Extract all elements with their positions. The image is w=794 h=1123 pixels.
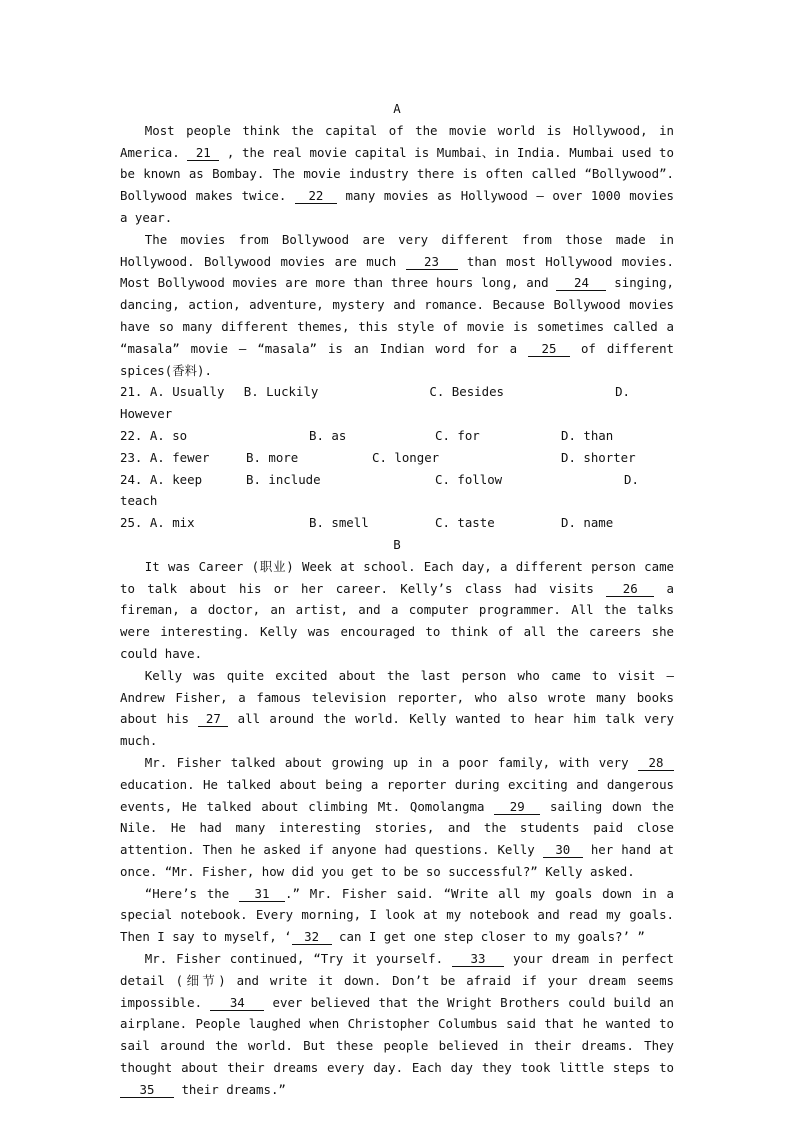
blank-29: 29 [494, 799, 540, 815]
option-25-d: D. name [561, 515, 614, 531]
blank-24: 24 [556, 275, 606, 291]
option-21-d-text: However [120, 406, 173, 422]
option-23-c: C. longer [372, 449, 440, 465]
cloze-document [120, 98, 674, 1101]
blank-34: 34 [210, 995, 264, 1011]
option-23-b: B. more [246, 449, 299, 465]
section-a-paragraph-1: Most people think the capital of the movie world is Hollywood, in America. 21 , the real movie capital is Mumbai、in India. Mumbai used to be known as Bombay. The movie industry there is often called “Bollywood”. Bollywood makes twice. 22 many movies as Hollywood — over 1000 movies a year. [120, 122, 675, 225]
option-21-a: 21. A. Usually [120, 384, 225, 400]
blank-31: 31 [239, 886, 285, 902]
option-22-d: D. than [561, 427, 614, 443]
blank-30: 30 [543, 842, 583, 858]
option-24-b: B. include [246, 471, 321, 487]
question-24-options [120, 469, 674, 513]
blank-28: 28 [638, 755, 674, 771]
option-24-c: C. follow [435, 471, 503, 487]
question-21-options [120, 381, 674, 425]
option-21-d: D. [615, 384, 630, 400]
option-25-c: C. taste [435, 515, 495, 531]
option-25-a: 25. A. mix [120, 515, 195, 531]
blank-22: 22 [295, 188, 337, 204]
option-24-d-text: teach [120, 493, 158, 509]
blank-32: 32 [292, 929, 332, 945]
option-22-c: C. for [435, 427, 480, 443]
option-21-c: C. Besides [429, 384, 505, 400]
option-23-d: D. shorter [561, 449, 636, 465]
option-21-b: B. Luckily [243, 384, 319, 400]
question-22-options [120, 425, 674, 447]
blank-25: 25 [528, 341, 570, 357]
option-23-a: 23. A. fewer [120, 449, 210, 465]
section-a-heading: A [393, 101, 401, 116]
section-b-paragraph-5: Mr. Fisher continued, “Try it yourself. 33 your dream in perfect detail (细节) and write it down. Don’t be afraid if your dream seems impossible. 34 ever believed that the Wright Brothers could build an airplane. People laughed when Christopher Columbus said that he wanted to sail around the world. But these people believed in their dreams. They thought about their dreams every day. Each day they took little steps to 35 their dreams.” [120, 951, 674, 1097]
blank-21: 21 [187, 145, 219, 161]
section-b-heading: B [393, 536, 401, 552]
option-22-b: B. as [309, 427, 347, 443]
section-b-paragraph-3: Mr. Fisher talked about growing up in a poor family, with very 28 education. He talked about being a reporter during exciting and dangerous events, He talked about climbing Mt. Qomolangma 29 sailing down the Nile. He had many interesting stories, and the students paid close attention. Then he asked if anyone had questions. Kelly 30 her hand at once. “Mr. Fisher, how did you get to be so successful?” Kelly asked. [120, 754, 674, 879]
option-22-a: 22. A. so [120, 427, 188, 443]
blank-33: 33 [452, 951, 504, 967]
section-a-options [120, 381, 674, 534]
blank-35: 35 [120, 1082, 174, 1098]
section-b-paragraph-4: “Here’s the 31 .” Mr. Fisher said. “Write all my goals down in a special notebook. Every morning, I look at my notebook and read my goals. Then I say to myself, ‘ 32 can I get one step closer to my goals?’ ” [120, 885, 674, 945]
question-23-options [120, 447, 674, 469]
question-25-options [120, 512, 674, 534]
blank-26: 26 [606, 581, 654, 597]
option-24-d: D. [624, 471, 639, 487]
blank-23: 23 [406, 254, 458, 270]
blank-27: 27 [198, 711, 228, 727]
section-b-paragraph-2: Kelly was quite excited about the last person who came to visit — Andrew Fisher, a famous television reporter, who also wrote many books about his 27 all around the world. Kelly wanted to hear him talk very much. [120, 667, 674, 749]
section-b-paragraph-1: It was Career (职业) Week at school. Each day, a different person came to talk about his or her career. Kelly’s class had visits 26 a fireman, a doctor, an artist, and a computer programmer. All the talks were interesting. Kelly was encouraged to think of all the careers she could have. [120, 558, 674, 661]
option-24-a: 24. A. keep [120, 471, 203, 487]
option-25-b: B. smell [309, 515, 369, 531]
section-a-paragraph-2: The movies from Bollywood are very different from those made in Hollywood. Bollywood movies are much 23 than most Hollywood movies. Most Bollywood movies are more than three hours long, and 24 singing, dancing, action, adventure, mystery and romance. Because Bollywood movies have so many different themes, this style of movie is sometimes called a “masala” movie — “masala” is an Indian word for a 25 of different spices(香料). [120, 231, 674, 378]
